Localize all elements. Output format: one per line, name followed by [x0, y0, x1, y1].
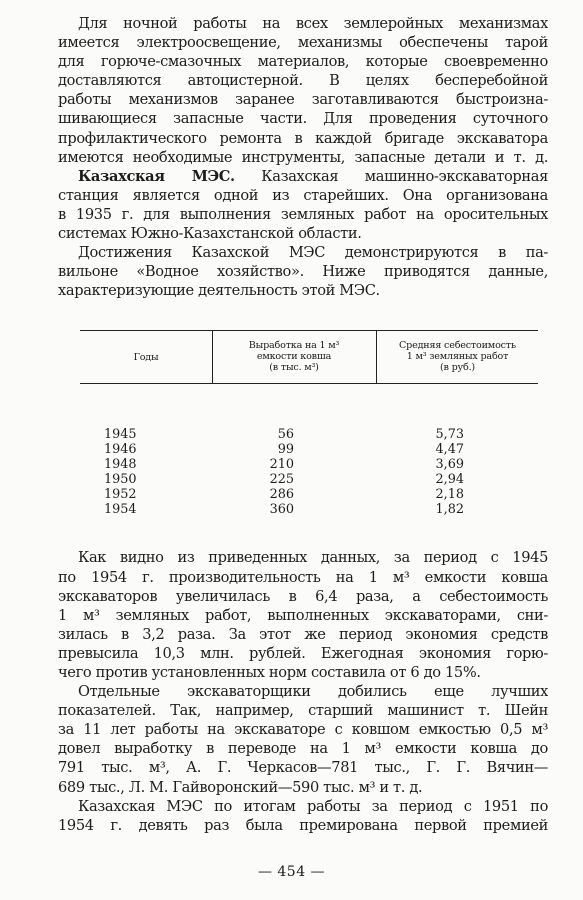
text-line: Отдельные экскаваторщики добились еще лучших [78, 683, 548, 701]
cell-cost: 2,94 [435, 472, 464, 488]
column-header-years: Годы [133, 352, 159, 364]
text-line: 1954 г. девять раз была премирована первой премией [58, 816, 548, 834]
text-line [58, 167, 548, 186]
text-line: в 1935 г. для выполнения земляных работ на оросительных [58, 205, 548, 223]
paragraph-kazakh-mes [58, 167, 548, 243]
header-line: (в руб.) [440, 362, 475, 374]
text-line: чего против установленных норм составила от 6 до 15%. [58, 663, 481, 681]
header-line: (в тыс. м³) [269, 362, 319, 374]
page-number: — 454 — [257, 864, 326, 880]
text-line: 689 тыс., Л. М. Гайворонский—590 тыс. м³ и т. д. [58, 778, 423, 796]
text-line: экскаваторов увеличилась в 6,4 раза, а себестоимость [58, 587, 548, 605]
text-line: имеются необходимые инструменты, запасные детали и т. д. [58, 148, 548, 166]
text-line: Как видно из приведенных данных, за период с 1945 [78, 549, 548, 567]
text-line: довел выработку в переводе на 1 м³ емкости ковша до [58, 740, 548, 758]
text-line: Для ночной работы на всех землеройных механизмах [78, 15, 548, 32]
column-header-output [213, 340, 375, 373]
text-line: станция является одной из старейших. Она организована [58, 186, 548, 204]
section-lead-heading: Казахская МЭС. [78, 167, 235, 185]
paragraph-achievements [58, 243, 548, 300]
text-line: работы механизмов заранее заготавливаются быстроизна- [58, 91, 548, 109]
cell-year: 1945 [104, 427, 137, 443]
cell-output: 225 [269, 472, 294, 488]
cell-cost: 4,47 [435, 442, 464, 458]
header-line: Средняя себестоимость [399, 340, 516, 352]
text-line: доставляются автоцистерной. В целях бесперебойной [58, 72, 548, 90]
paragraph-best-workers [58, 682, 548, 797]
cell-year: 1950 [104, 472, 137, 488]
text-line: Казахская МЭС по итогам работы за период с 1951 по [78, 797, 548, 815]
text-fragment: Казахская машинно-экскаваторная [234, 167, 548, 185]
cell-output: 99 [277, 442, 294, 458]
text-line: характеризующие деятельность этой МЭС. [58, 282, 380, 300]
table-header-rule [80, 383, 538, 384]
text-line: по 1954 г. производительность на 1 м³ емкости ковша [58, 568, 548, 586]
text-line: Достижения Казахской МЭС демонстрируются в па- [78, 244, 548, 262]
text-line: за 11 лет работы на экскаваторе с ковшом емкостью 0,5 м³ [58, 721, 548, 739]
cell-year: 1954 [104, 502, 137, 518]
text-line: профилактического ремонта в каждой бригаде экскаватора [58, 129, 548, 147]
cell-cost: 2,18 [435, 487, 464, 503]
cell-year: 1952 [104, 487, 137, 503]
text-line: шивающиеся запасные части. Для проведения суточного [58, 110, 548, 128]
cell-output: 56 [277, 427, 294, 443]
text-line: превысила 10,3 млн. рублей. Ежегодная экономия горю- [58, 644, 548, 662]
cell-year: 1948 [104, 457, 137, 473]
header-line: 1 м³ земляных работ [406, 351, 509, 363]
cell-output: 286 [269, 487, 294, 503]
text-line: имеется электроосвещение, механизмы обеспечены тарой [58, 34, 548, 52]
paragraph-night-work [58, 14, 548, 167]
cell-output: 360 [269, 502, 294, 518]
text-line: 791 тыс. м³, А. Г. Черкасов—781 тыс., Г. Г. Вячин— [58, 759, 548, 777]
cell-year: 1946 [104, 442, 137, 458]
cell-output: 210 [269, 457, 294, 473]
header-line: емкости ковша [256, 351, 332, 363]
table-top-rule [80, 330, 538, 331]
cell-cost: 1,82 [435, 502, 464, 518]
column-header-cost [377, 340, 538, 373]
text-line: зилась в 3,2 раза. За этот же период экономия средств [58, 625, 548, 643]
text-line: вильоне «Водное хозяйство». Ниже приводятся данные, [58, 263, 548, 281]
paragraph-results [58, 548, 548, 682]
text-line: для горюче-смазочных материалов, которые своевременно [58, 53, 548, 71]
header-line: Выработка на 1 м³ [248, 340, 340, 352]
data-table [58, 330, 548, 544]
text-line: 1 м³ земляных работ, выполненных экскаваторами, сни- [58, 606, 548, 624]
cell-cost: 5,73 [435, 427, 464, 443]
page-body [58, 14, 548, 835]
cell-cost: 3,69 [435, 457, 464, 473]
paragraph-awards [58, 797, 548, 835]
text-line: показателей. Так, например, старший машинист т. Шейн [58, 702, 548, 720]
text-line: системах Южно-Казахстанской области. [58, 225, 362, 243]
